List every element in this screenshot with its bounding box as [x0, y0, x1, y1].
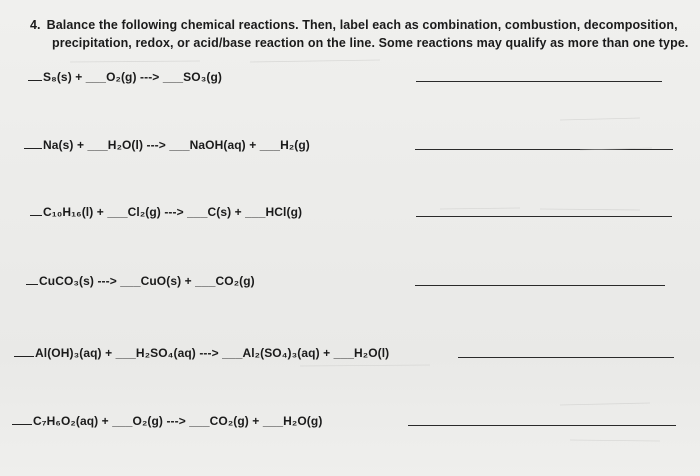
coefficient-blank[interactable] [14, 344, 34, 357]
reaction-type-answer-line[interactable] [415, 149, 673, 150]
reaction-equation-1 [28, 68, 222, 84]
reaction-text-1: S₈(s) + ___O₂(g) ---> ___SO₃(g) [43, 70, 222, 84]
question-text-line1: Balance the following chemical reactions. Then, label each as combination, combustion, decomposition, [46, 18, 678, 32]
reaction-row-4 [26, 272, 676, 294]
reaction-text-5: Al(OH)₃(aq) + ___H₂SO₄(aq) ---> ___Al₂(SO₄)₃(aq) + ___H₂O(l) [35, 346, 390, 360]
reaction-equation-5 [14, 344, 389, 360]
reaction-text-6: C₇H₆O₂(aq) + ___O₂(g) ---> ___CO₂(g) + ___H₂O(g) [33, 414, 323, 428]
coefficient-blank[interactable] [26, 272, 38, 285]
reaction-text-4: CuCO₃(s) ---> ___CuO(s) + ___CO₂(g) [39, 274, 255, 288]
coefficient-blank[interactable] [24, 136, 42, 149]
coefficient-blank[interactable] [12, 412, 32, 425]
reaction-equation-4 [26, 272, 255, 288]
reaction-type-answer-line[interactable] [416, 81, 662, 82]
reaction-equation-3 [30, 203, 302, 219]
reaction-text-3: C₁₀H₁₆(l) + ___Cl₂(g) ---> ___C(s) + ___HCl(g) [43, 205, 303, 219]
reaction-equation-2 [24, 136, 310, 152]
reaction-type-answer-line[interactable] [416, 216, 672, 217]
reaction-type-answer-line[interactable] [458, 357, 674, 358]
reaction-text-2: Na(s) + ___H₂O(l) ---> ___NaOH(aq) + ___H₂(g) [43, 138, 310, 152]
reaction-row-5 [14, 344, 690, 366]
question-text-line2: precipitation, redox, or acid/base reaction on the line. Some reactions may qualify as more than one type. [52, 36, 689, 50]
reaction-row-3 [30, 203, 670, 225]
reaction-equation-6 [12, 412, 322, 428]
reaction-row-2 [24, 136, 674, 158]
coefficient-blank[interactable] [30, 203, 42, 216]
reaction-type-answer-line[interactable] [415, 285, 665, 286]
coefficient-blank[interactable] [28, 68, 42, 81]
reaction-row-1 [28, 68, 668, 90]
question-prompt [30, 16, 689, 52]
reaction-type-answer-line[interactable] [408, 425, 676, 426]
question-number: 4. [30, 18, 41, 32]
reaction-row-6 [12, 412, 688, 434]
